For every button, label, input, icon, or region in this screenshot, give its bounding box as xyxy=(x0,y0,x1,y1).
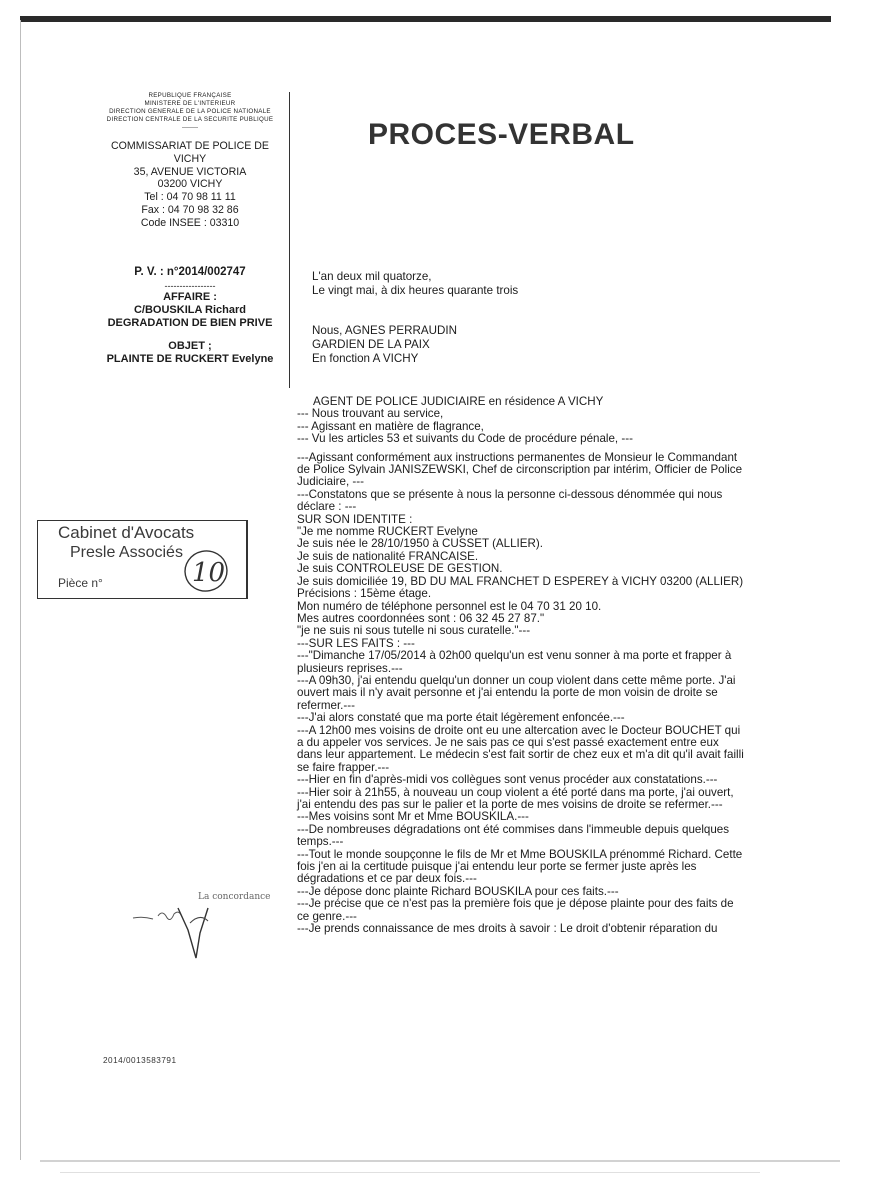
affair-divider: ----------------- xyxy=(164,281,216,291)
intro-line: En fonction A VICHY xyxy=(312,352,419,365)
statement-paragraph: ---A 09h30, j'ai entendu quelqu'un donner un coup violent dans cette même porte. J'ai ouvert mais il n'y avait personne et j'ai entendu la porte de mon voisin de droite se refermer.--- xyxy=(297,673,736,712)
statement-paragraph: ---A 12h00 mes voisins de droite ont eu une altercation avec le Docteur BOUCHET qui a du appeler vos services. Je ne sais pas ce qui s'est passé exactement entre eux dans leur appartement. Le médecin s'est fait sortir de chez eux et m'a dit qu'il avait failli se faire frapper.--- xyxy=(297,723,744,774)
statement-paragraph: --- Vu les articles 53 et suivants du Code de procédure pénale, --- xyxy=(297,432,633,446)
intro-block xyxy=(312,270,518,366)
letterhead-divider: -------- xyxy=(182,125,198,131)
statement-paragraph: ---Agissant conformément aux instructions permanentes de Monsieur le Commandant de Police Sylvain JANISZEWSKI, Chef de circonscription par intérim, Officier de Police Judiciaire, --- xyxy=(297,450,743,489)
statement-paragraph: SUR SON IDENTITE : xyxy=(297,512,413,526)
statement-paragraph: ---Hier en fin d'après-midi vos collègues sont venus procéder aux constatations.--- xyxy=(297,773,718,787)
stamp-line: Pièce n° xyxy=(58,576,103,590)
statement-paragraph: AGENT DE POLICE JUDICIAIRE en résidence A VICHY xyxy=(313,395,604,408)
statement-paragraph: ---Mes voisins sont Mr et Mme BOUSKILA.--- xyxy=(297,810,529,824)
commissariat-address xyxy=(90,140,290,230)
statement-paragraph: "je ne suis ni sous tutelle ni sous curatelle."--- xyxy=(297,624,531,638)
statement-paragraph: ---Constatons que se présente à nous la personne ci-dessous dénommée qui nous déclare : --- xyxy=(297,487,723,514)
republic-line: REPUBLIQUE FRANÇAISE xyxy=(148,92,232,99)
statement-paragraph: Je suis de nationalité FRANCAISE. xyxy=(297,549,479,563)
commissariat-fax: Fax : 04 70 98 32 86 xyxy=(141,203,239,216)
statement-body xyxy=(297,396,747,935)
page-title: PROCES-VERBAL xyxy=(368,118,635,151)
ministry-line: MINISTERE DE L'INTERIEUR xyxy=(144,100,236,107)
statement-paragraph: Je suis née le 28/10/1950 à CUSSET (ALLIER). xyxy=(297,537,543,551)
statement-paragraph: ---"Dimanche 17/05/2014 à 02h00 quelqu'un est venu sonner à ma porte et frapper à plusieurs reprises.--- xyxy=(297,649,732,675)
stamp-line: Cabinet d'Avocats xyxy=(58,523,195,542)
commissariat-phone: Tel : 04 70 98 11 11 xyxy=(144,191,236,204)
statement-paragraph: Je suis domiciliée 19, BD DU MAL FRANCHET D ESPEREY à VICHY 03200 (ALLIER) xyxy=(297,574,744,588)
statement-paragraph: ---Je dépose donc plainte Richard BOUSKILA pour ces faits.--- xyxy=(297,884,619,898)
commissariat-line: 35, AVENUE VICTORIA xyxy=(133,165,247,178)
statement-paragraph: Mon numéro de téléphone personnel est le 04 70 31 20 10. xyxy=(297,599,602,613)
stamp-piece-number: 10 xyxy=(192,558,226,588)
affair-block xyxy=(90,281,290,366)
intro-line xyxy=(312,298,518,312)
scan-edge-top xyxy=(20,16,831,22)
statement-paragraph: ---Hier soir à 21h55, à nouveau un coup violent a été porté dans ma porte, j'ai ouvert, j'ai entendu des pas sur le palier et la porte de mes voisins de droite se refermer.--- xyxy=(297,785,734,811)
stamp-line: Presle Associés xyxy=(70,544,183,561)
intro-line: Le vingt mai, à dix heures quarante trois xyxy=(312,284,519,297)
lawyer-stamp xyxy=(37,520,248,599)
commissariat-line: 03200 VICHY xyxy=(157,178,223,191)
statement-paragraph: "Je me nomme RUCKERT Evelyne xyxy=(297,525,478,539)
pv-number: P. V. : n°2014/002747 xyxy=(134,266,246,278)
column-divider xyxy=(289,92,290,388)
footer-code: 2014/0013583791 xyxy=(103,1056,177,1065)
statement-paragraph: ---SUR LES FAITS : --- xyxy=(297,636,415,650)
affair-line: DEGRADATION DE BIEN PRIVE xyxy=(107,317,273,329)
commissariat-insee: Code INSEE : 03310 xyxy=(140,216,240,229)
statement-paragraph: Mes autres coordonnées sont : 06 32 45 27 87." xyxy=(297,611,545,625)
stamp-piece-number-circle-icon xyxy=(178,545,234,595)
ministry-line: DIRECTION CENTRALE DE LA SECURITE PUBLIQUE xyxy=(106,116,274,123)
commissariat-line: VICHY xyxy=(173,152,207,165)
scan-edge-bottom-2 xyxy=(60,1172,760,1173)
signature-caption: La concordance xyxy=(198,892,271,902)
letterhead xyxy=(90,92,290,230)
intro-line: GARDIEN DE LA PAIX xyxy=(312,338,430,351)
statement-paragraph: ---Tout le monde soupçonne le fils de Mr et Mme BOUSKILA prénommé Richard. Cette fois j'en ai la certitude puisque j'ai entendu leur porte se fermer juste après les dégradations et ce par deux fois.--- xyxy=(297,847,743,886)
affair-line: C/BOUSKILA Richard xyxy=(133,304,247,316)
affair-heading: AFFAIRE : xyxy=(163,291,217,303)
scan-edge-left xyxy=(20,20,21,1160)
statement-paragraph: ---J'ai alors constaté que ma porte était légèrement enfoncée.--- xyxy=(297,711,625,725)
statement-paragraph: Précisions : 15ème étage. xyxy=(297,587,432,601)
intro-line: Nous, AGNES PERRAUDIN xyxy=(312,324,457,337)
object-text: PLAINTE DE RUCKERT Evelyne xyxy=(106,353,274,365)
intro-line: L'an deux mil quatorze, xyxy=(312,270,432,283)
statement-paragraph: ---Je prends connaissance de mes droits à savoir : Le droit d'obtenir réparation du xyxy=(297,922,718,936)
statement-paragraph: ---De nombreuses dégradations ont été commises dans l'immeuble depuis quelques temps.--- xyxy=(297,822,730,849)
ministry-line: DIRECTION GENERALE DE LA POLICE NATIONALE xyxy=(109,108,271,115)
scan-edge-bottom xyxy=(40,1160,840,1162)
commissariat-line: COMMISSARIAT DE POLICE DE xyxy=(111,140,269,152)
statement-paragraph: Je suis CONTROLEUSE DE GESTION. xyxy=(297,562,503,576)
statement-paragraph: --- Agissant en matière de flagrance, xyxy=(297,419,484,433)
statement-paragraph: ---Je précise que ce n'est pas la première fois que je dépose plainte pour des faits de ce genre.--- xyxy=(297,897,734,923)
object-heading: OBJET ; xyxy=(168,340,212,352)
statement-paragraph: --- Nous trouvant au service, xyxy=(297,407,444,421)
